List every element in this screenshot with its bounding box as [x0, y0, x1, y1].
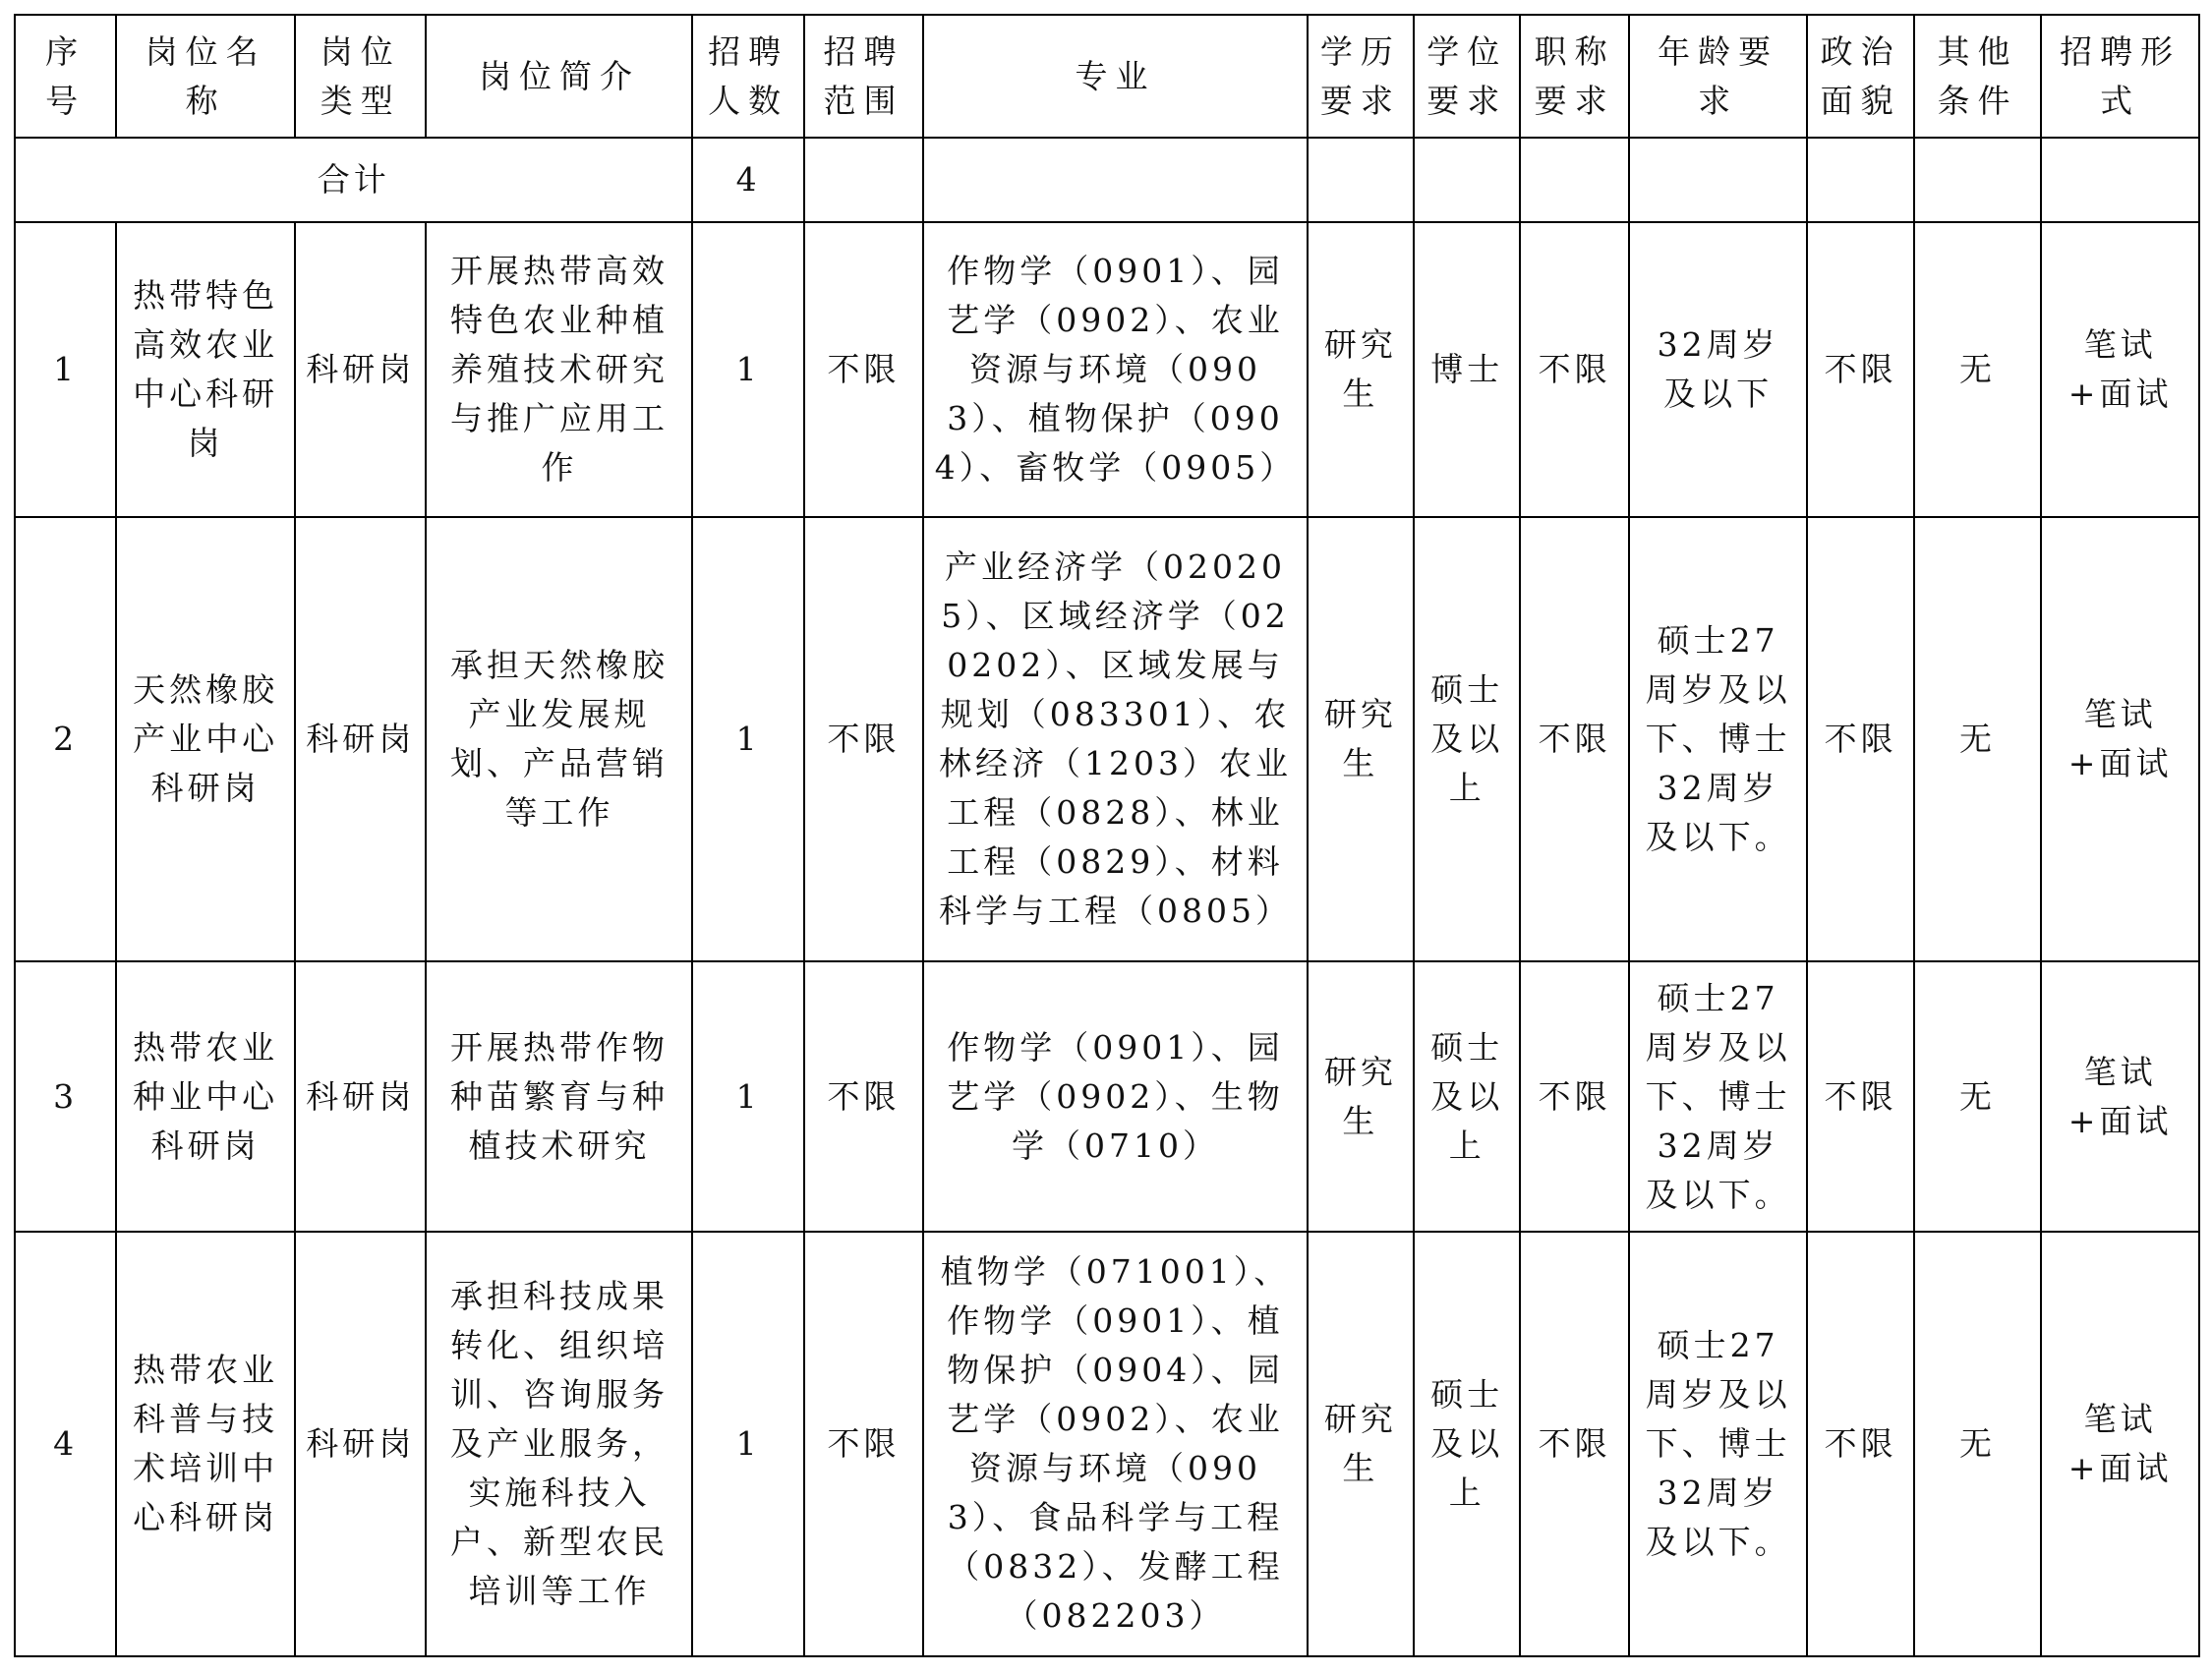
header-scope: 招聘范围	[804, 15, 923, 138]
cell-name: 热带农业种业中心科研岗	[116, 961, 295, 1232]
cell-political: 不限	[1807, 1232, 1913, 1656]
cell-title: 不限	[1520, 517, 1628, 961]
total-empty	[1520, 138, 1628, 222]
cell-count: 1	[692, 517, 803, 961]
cell-form: 笔试+面试	[2041, 517, 2199, 961]
cell-political: 不限	[1807, 961, 1913, 1232]
cell-age: 硕士27周岁及以下、博士32周岁及以下。	[1629, 517, 1808, 961]
cell-type: 科研岗	[295, 961, 426, 1232]
cell-major: 植物学（071001）、作物学（0901）、植物保护（0904）、园艺学（0902）、农业资源与环境（0903）、食品科学与工程（0832）、发酵工程（082203）	[923, 1232, 1307, 1656]
cell-major: 作物学（0901）、园艺学（0902）、农业资源与环境（0903）、植物保护（0904）、畜牧学（0905）	[923, 222, 1307, 517]
header-degree: 学位要求	[1414, 15, 1520, 138]
cell-name: 热带农业科普与技术培训中心科研岗	[116, 1232, 295, 1656]
header-type: 岗位类型	[295, 15, 426, 138]
total-empty	[804, 138, 923, 222]
cell-scope: 不限	[804, 222, 923, 517]
total-label: 合计	[15, 138, 692, 222]
cell-no: 3	[15, 961, 116, 1232]
cell-name: 热带特色高效农业中心科研岗	[116, 222, 295, 517]
header-name: 岗位名称	[116, 15, 295, 138]
cell-form: 笔试+面试	[2041, 961, 2199, 1232]
cell-name: 天然橡胶产业中心科研岗	[116, 517, 295, 961]
cell-title: 不限	[1520, 961, 1628, 1232]
cell-type: 科研岗	[295, 517, 426, 961]
header-other: 其他条件	[1914, 15, 2041, 138]
total-empty	[1414, 138, 1520, 222]
cell-political: 不限	[1807, 222, 1913, 517]
cell-form: 笔试+面试	[2041, 1232, 2199, 1656]
cell-no: 1	[15, 222, 116, 517]
cell-no: 2	[15, 517, 116, 961]
total-empty	[1308, 138, 1414, 222]
header-row	[15, 15, 2199, 138]
cell-degree: 硕士及以上	[1414, 517, 1520, 961]
cell-education: 研究生	[1308, 961, 1414, 1232]
cell-degree: 硕士及以上	[1414, 1232, 1520, 1656]
cell-count: 1	[692, 961, 803, 1232]
header-age: 年龄要求	[1629, 15, 1808, 138]
cell-other: 无	[1914, 1232, 2041, 1656]
cell-intro: 开展热带作物种苗繁育与种植技术研究	[426, 961, 692, 1232]
header-education: 学历要求	[1308, 15, 1414, 138]
table-row	[15, 961, 2199, 1232]
cell-other: 无	[1914, 961, 2041, 1232]
cell-degree: 博士	[1414, 222, 1520, 517]
cell-intro: 开展热带高效特色农业种植养殖技术研究与推广应用工作	[426, 222, 692, 517]
cell-other: 无	[1914, 222, 2041, 517]
cell-age: 硕士27周岁及以下、博士32周岁及以下。	[1629, 961, 1808, 1232]
table-row	[15, 517, 2199, 961]
total-empty	[923, 138, 1307, 222]
total-empty	[1807, 138, 1913, 222]
cell-title: 不限	[1520, 1232, 1628, 1656]
cell-degree: 硕士及以上	[1414, 961, 1520, 1232]
cell-other: 无	[1914, 517, 2041, 961]
cell-education: 研究生	[1308, 222, 1414, 517]
cell-count: 1	[692, 1232, 803, 1656]
cell-type: 科研岗	[295, 1232, 426, 1656]
recruitment-table-wrapper	[14, 14, 2200, 1657]
cell-title: 不限	[1520, 222, 1628, 517]
table-row	[15, 1232, 2199, 1656]
header-no: 序号	[15, 15, 116, 138]
total-count: 4	[692, 138, 803, 222]
cell-scope: 不限	[804, 1232, 923, 1656]
cell-age: 硕士27周岁及以下、博士32周岁及以下。	[1629, 1232, 1808, 1656]
cell-scope: 不限	[804, 517, 923, 961]
cell-type: 科研岗	[295, 222, 426, 517]
header-title: 职称要求	[1520, 15, 1628, 138]
header-political: 政治面貌	[1807, 15, 1913, 138]
cell-major: 作物学（0901）、园艺学（0902）、生物学（0710）	[923, 961, 1307, 1232]
total-empty	[2041, 138, 2199, 222]
cell-intro: 承担天然橡胶产业发展规划、产品营销等工作	[426, 517, 692, 961]
cell-scope: 不限	[804, 961, 923, 1232]
cell-no: 4	[15, 1232, 116, 1656]
header-major: 专业	[923, 15, 1307, 138]
cell-political: 不限	[1807, 517, 1913, 961]
header-count: 招聘人数	[692, 15, 803, 138]
total-row	[15, 138, 2199, 222]
cell-form: 笔试+面试	[2041, 222, 2199, 517]
cell-age: 32周岁及以下	[1629, 222, 1808, 517]
cell-major: 产业经济学（020205）、区域经济学（020202）、区域发展与规划（083301）、农林经济（1203）农业工程（0828）、林业工程（0829）、材料科学与工程（0805）	[923, 517, 1307, 961]
total-empty	[1914, 138, 2041, 222]
header-form: 招聘形式	[2041, 15, 2199, 138]
cell-count: 1	[692, 222, 803, 517]
cell-education: 研究生	[1308, 517, 1414, 961]
total-empty	[1629, 138, 1808, 222]
header-intro: 岗位简介	[426, 15, 692, 138]
recruitment-table	[14, 14, 2200, 1657]
table-row	[15, 222, 2199, 517]
cell-intro: 承担科技成果转化、组织培训、咨询服务及产业服务，实施科技入户、新型农民培训等工作	[426, 1232, 692, 1656]
cell-education: 研究生	[1308, 1232, 1414, 1656]
